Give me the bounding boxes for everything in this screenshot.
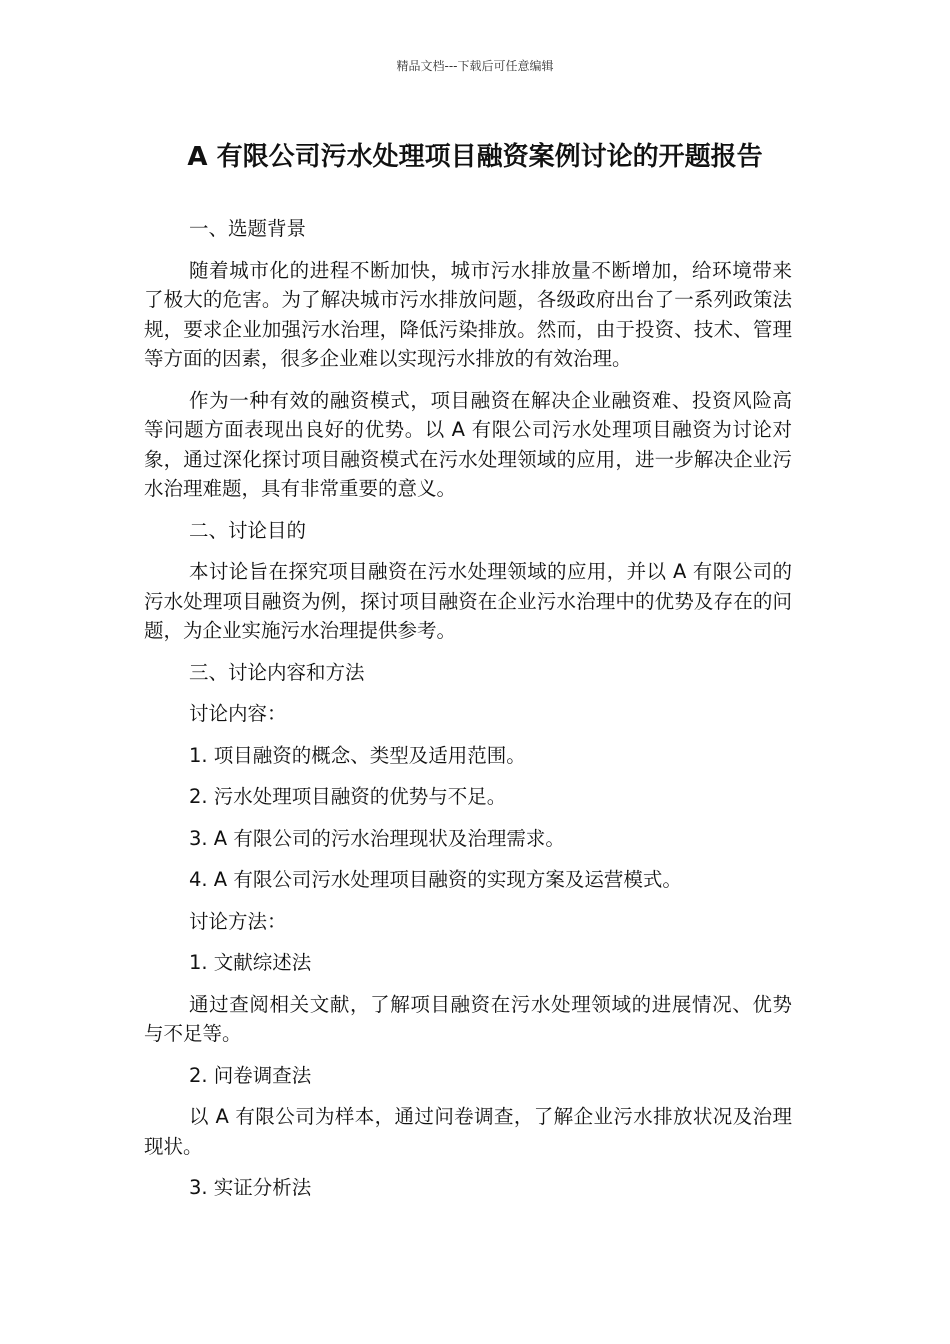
content-item: 4. A 有限公司污水处理项目融资的实现方案及运营模式。 xyxy=(189,868,682,891)
content-item: 1. 项目融资的概念、类型及适用范围。 xyxy=(189,743,526,767)
document-body xyxy=(144,214,792,1215)
page-title: A 有限公司污水处理项目融资案例讨论的开题报告 xyxy=(187,142,763,172)
content-item: 3. A 有限公司的污水治理现状及治理需求。 xyxy=(189,826,565,850)
method-title-survey: 2. 问卷调查法 xyxy=(189,1063,312,1087)
method-title-literature: 1. 文献综述法 xyxy=(189,951,312,974)
section-heading-background: 一、选题背景 xyxy=(189,217,307,240)
method-desc-survey: 以 A 有限公司为样本，通过问卷调查，了解企业污水排放状况及治理现状。 xyxy=(144,1105,792,1158)
paragraph-background-1: 随着城市化的进程不断加快，城市污水排放量不断增加，给环境带来了极大的危害。为了解决城市污水排放问题，各级政府出台了一系列政策法规，要求企业加强污水治理，降低污染排放。然而，由于投资、技术、管理等方面的因素，很多企业难以实现污水排放的有效治理。 xyxy=(144,258,792,370)
method-title-empirical: 3. 实证分析法 xyxy=(189,1176,312,1199)
paragraph-background-2: 作为一种有效的融资模式，项目融资在解决企业融资难、投资风险高等问题方面表现出良好的优势。以 A 有限公司污水处理项目融资为讨论对象，通过深化探讨项目融资模式在污水处理领域的应用，进一步解决企业污水治理难题，具有非常重要的意义。 xyxy=(144,388,792,500)
section-heading-purpose: 二、讨论目的 xyxy=(189,518,307,542)
content-item: 2. 污水处理项目融资的优势与不足。 xyxy=(189,785,507,808)
method-label: 讨论方法： xyxy=(189,909,287,933)
header-note: 精品文档---下载后可任意编辑 xyxy=(396,59,554,73)
paragraph-purpose: 本讨论旨在探究项目融资在污水处理领域的应用，并以 A 有限公司的污水处理项目融资为例，探讨项目融资在企业污水治理中的优势及存在的问题，为企业实施污水治理提供参考。 xyxy=(144,560,792,642)
method-desc-literature: 通过查阅相关文献，了解项目融资在污水处理领域的进展情况、优势与不足等。 xyxy=(144,992,792,1045)
content-label: 讨论内容： xyxy=(189,702,287,725)
section-heading-content-method: 三、讨论内容和方法 xyxy=(189,660,365,684)
